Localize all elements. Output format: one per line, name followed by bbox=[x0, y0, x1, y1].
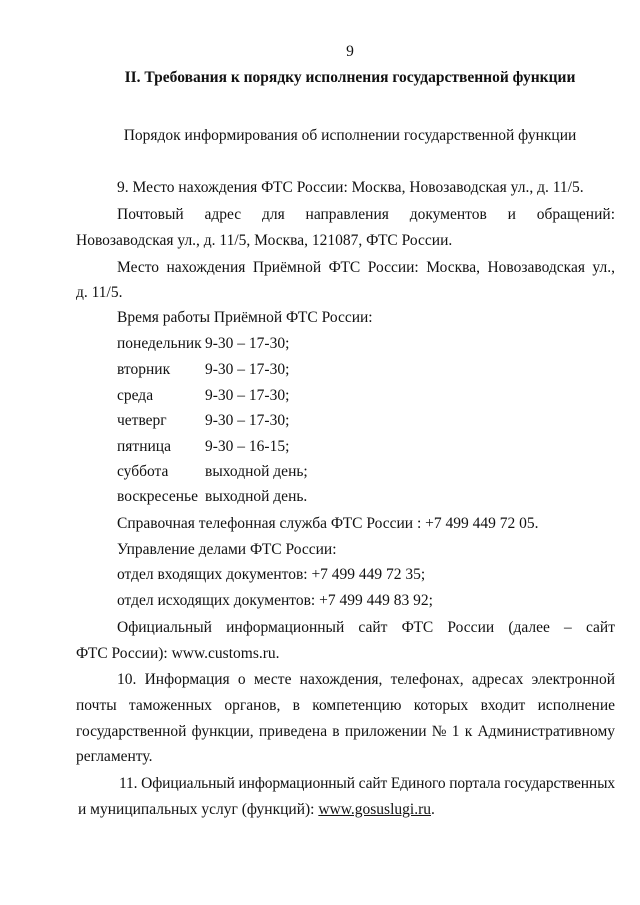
official-site-line bbox=[117, 618, 615, 638]
schedule-time: 9-30 – 16-15; bbox=[205, 438, 290, 455]
schedule-day: четверг bbox=[117, 412, 167, 429]
schedule-time: выходной день. bbox=[205, 488, 308, 505]
paragraph-11-end: . bbox=[431, 801, 435, 818]
paragraph-10-line bbox=[117, 670, 615, 690]
paragraph-11-line bbox=[78, 800, 617, 820]
schedule-time: 9-30 – 17-30; bbox=[205, 387, 290, 404]
schedule-time: 9-30 – 17-30; bbox=[205, 361, 290, 378]
postal-address-line bbox=[117, 205, 615, 225]
schedule-time: 9-30 – 17-30; bbox=[205, 412, 290, 429]
schedule-day: среда bbox=[117, 387, 154, 404]
line-text: почты таможенных органов, в компетенцию которых входит исполнение bbox=[76, 697, 615, 714]
paragraph-11-line bbox=[119, 774, 615, 794]
line-text: государственной функции, приведена в приложении № 1 к Административному bbox=[76, 723, 615, 740]
gosuslugi-link[interactable]: www.gosuslugi.ru bbox=[318, 801, 431, 818]
reception-location-line: д. 11/5. bbox=[76, 284, 123, 301]
section-title: II. Требования к порядку исполнения государственной функции bbox=[124, 69, 576, 86]
official-site-line: ФТС России): www.customs.ru. bbox=[76, 645, 280, 662]
line-text: Место нахождения Приёмной ФТС России: Москва, Новозаводская ул., bbox=[117, 259, 615, 276]
schedule-time: 9-30 – 17-30; bbox=[205, 335, 290, 352]
admin-title: Управление делами ФТС России: bbox=[117, 541, 337, 558]
outgoing-docs-phone: отдел исходящих документов: +7 499 449 83 92; bbox=[117, 592, 433, 609]
line-text: 10. Информация о месте нахождения, телефонах, адресах электронной bbox=[117, 671, 615, 688]
paragraph-10-line bbox=[76, 696, 615, 716]
hours-title: Время работы Приёмной ФТС России: bbox=[117, 309, 373, 326]
incoming-docs-phone: отдел входящих документов: +7 499 449 72 35; bbox=[117, 566, 426, 583]
paragraph-10-line: регламенту. bbox=[76, 748, 153, 765]
schedule-day: вторник bbox=[117, 361, 171, 378]
subsection-title: Порядок информирования об исполнении государственной функции bbox=[123, 127, 577, 144]
postal-address-line: Новозаводская ул., д. 11/5, Москва, 121087, ФТС России. bbox=[76, 232, 453, 249]
line-text: Почтовый адрес для направления документов и обращений: bbox=[117, 206, 615, 223]
schedule-time: выходной день; bbox=[205, 463, 308, 480]
paragraph-9-line: 9. Место нахождения ФТС России: Москва, Новозаводская ул., д. 11/5. bbox=[117, 179, 584, 196]
reception-location-line bbox=[117, 258, 615, 278]
schedule-day: суббота bbox=[117, 463, 169, 480]
helpline: Справочная телефонная служба ФТС России : +7 499 449 72 05. bbox=[117, 515, 539, 532]
schedule-day: понедельник bbox=[117, 335, 202, 352]
line-text: Официальный информационный сайт ФТС России (далее – сайт bbox=[117, 619, 615, 636]
paragraph-10-line bbox=[76, 722, 615, 742]
schedule-day: пятница bbox=[117, 438, 171, 455]
page-number: 9 bbox=[346, 43, 354, 60]
schedule-day: воскресенье bbox=[117, 488, 198, 505]
paragraph-11-text: и муниципальных услуг (функций): bbox=[78, 801, 319, 818]
line-text: 11. Официальный информационный сайт Единого портала государственных bbox=[119, 775, 615, 792]
